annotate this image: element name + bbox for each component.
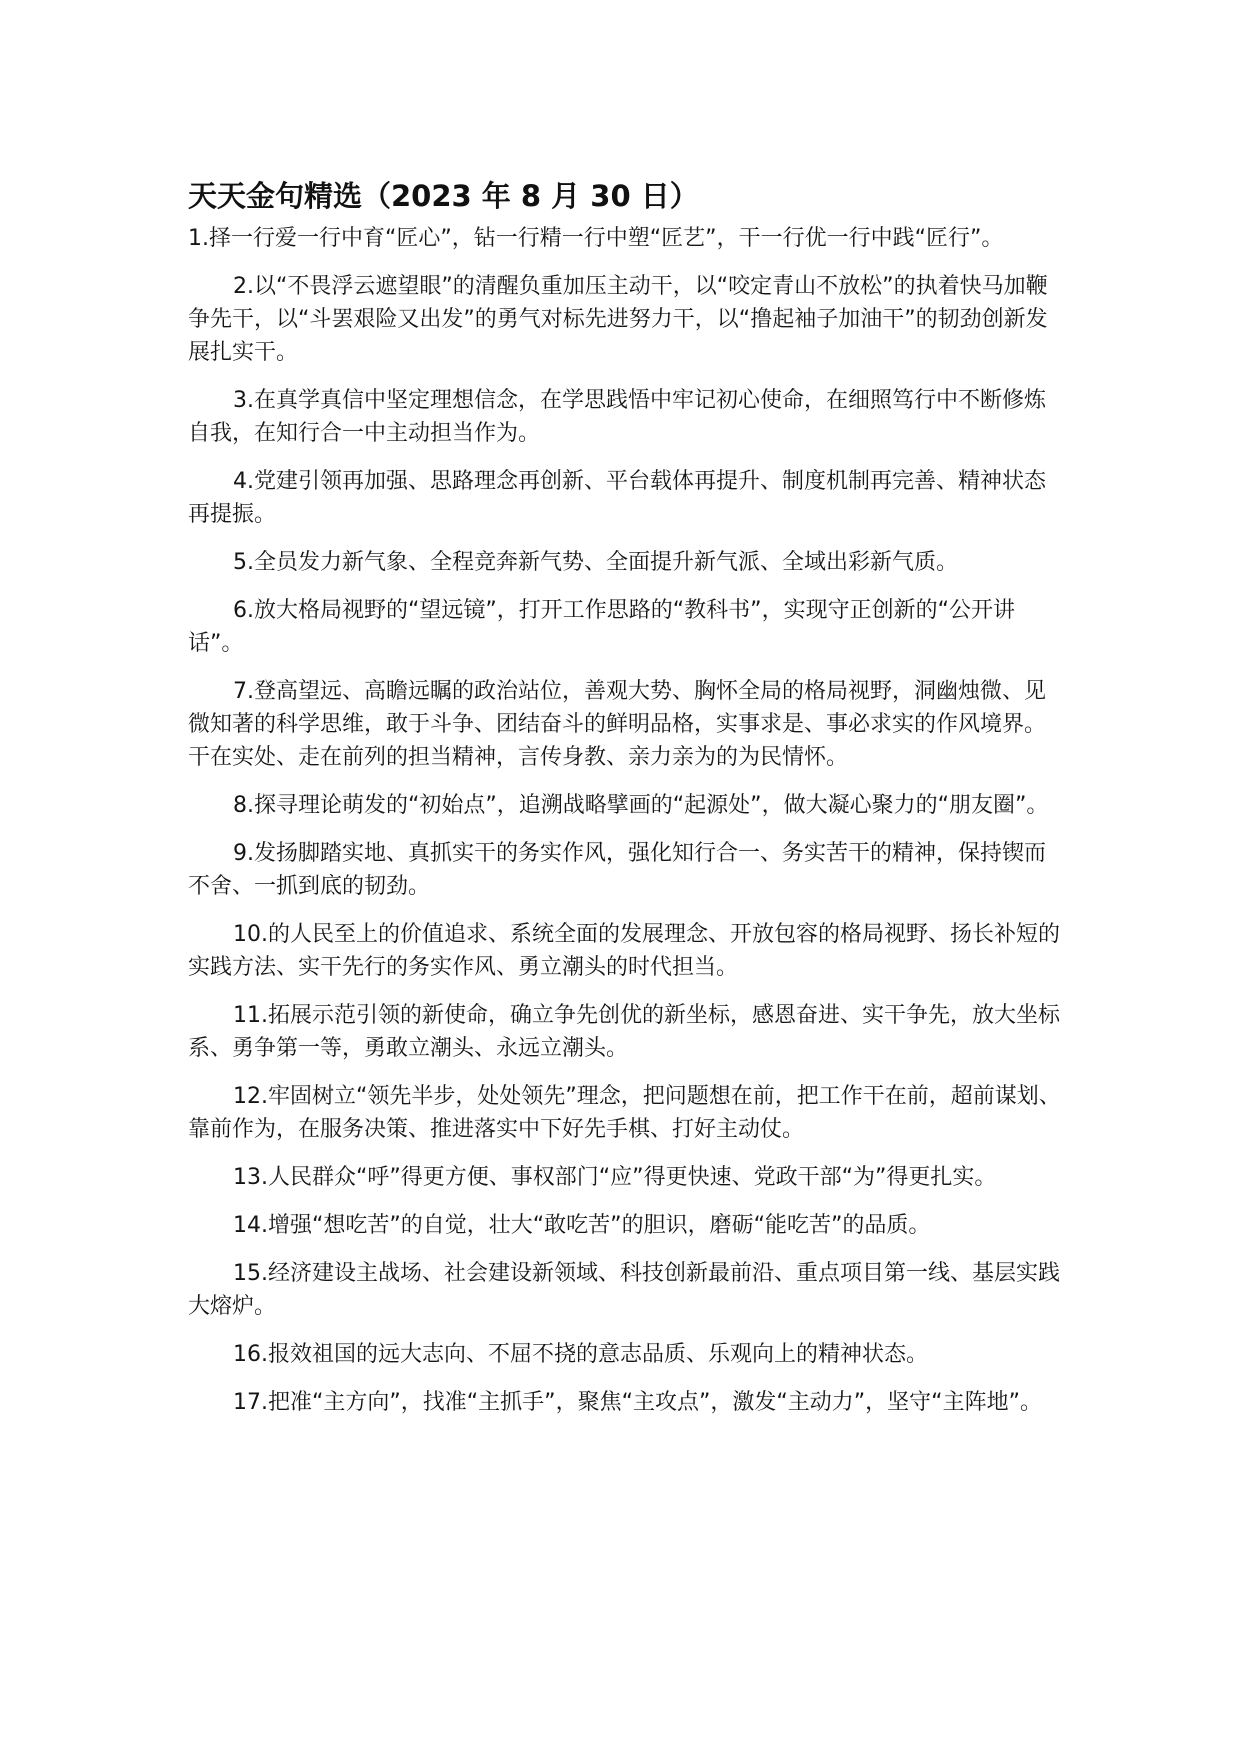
paragraph-5: 5.全员发力新气象、全程竞奔新气势、全面提升新气派、全域出彩新气质。	[233, 550, 958, 575]
paragraph-9: 9.发扬脚踏实地、真抓实干的务实作风，强化知行合一、务实苦干的精神，保持锲而不舍、一抓到底的韧劲。	[188, 841, 1046, 899]
paragraph-10: 10.的人民至上的价值追求、系统全面的发展理念、开放包容的格局视野、扬长补短的实践方法、实干先行的务实作风、勇立潮头的时代担当。	[188, 922, 1060, 980]
document-title: 天天金句精选（2023 年 8 月 30 日）	[188, 179, 699, 213]
paragraph-3: 3.在真学真信中坚定理想信念，在学思践悟中牢记初心使命，在细照笃行中不断修炼自我，在知行合一中主动担当作为。	[188, 388, 1046, 446]
paragraph-14: 14.增强“想吃苦”的自觉，壮大“敢吃苦”的胆识，磨砺“能吃苦”的品质。	[233, 1213, 931, 1238]
paragraph-11: 11.拓展示范引领的新使命，确立争先创优的新坐标，感恩奋进、实干争先，放大坐标系、勇争第一等，勇敢立潮头、永远立潮头。	[188, 1003, 1060, 1061]
paragraph-15: 15.经济建设主战场、社会建设新领域、科技创新最前沿、重点项目第一线、基层实践大熔炉。	[188, 1261, 1060, 1319]
paragraph-16: 16.报效祖国的远大志向、不屈不挠的意志品质、乐观向上的精神状态。	[233, 1342, 928, 1367]
paragraph-6: 6.放大格局视野的“望远镜”，打开工作思路的“教科书”，实现守正创新的“公开讲话”。	[188, 598, 1015, 656]
paragraph-4: 4.党建引领再加强、思路理念再创新、平台载体再提升、制度机制再完善、精神状态再提振。	[188, 469, 1046, 527]
document-content	[188, 176, 1064, 1434]
paragraph-7: 7.登高望远、高瞻远瞩的政治站位，善观大势、胸怀全局的格局视野，洞幽烛微、见微知著的科学思维，敢于斗争、团结奋斗的鲜明品格，实事求是、事必求实的作风境界。干在实处、走在前列的担当精神，言传身教、亲力亲为的为民情怀。	[188, 679, 1047, 770]
paragraph-8: 8.探寻理论萌发的“初始点”，追溯战略擘画的“起源处”，做大凝心聚力的“朋友圈”。	[233, 793, 1049, 818]
paragraph-2: 2.以“不畏浮云遮望眼”的清醒负重加压主动干，以“咬定青山不放松”的执着快马加鞭争先干，以“斗罢艰险又出发”的勇气对标先进努力干，以“撸起袖子加油干”的韧劲创新发展扎实干。	[188, 274, 1048, 365]
paragraph-1: 1.择一行爱一行中育“匠心”，钻一行精一行中塑“匠艺”，干一行优一行中践“匠行”。	[188, 226, 1004, 251]
paragraph-17: 17.把准“主方向”，找准“主抓手”，聚焦“主攻点”，激发“主动力”，坚守“主阵地”。	[233, 1390, 1042, 1415]
paragraph-13: 13.人民群众“呼”得更方便、事权部门“应”得更快速、党政干部“为”得更扎实。	[233, 1165, 997, 1190]
paragraph-12: 12.牢固树立“领先半步，处处领先”理念，把问题想在前，把工作干在前，超前谋划、靠前作为，在服务决策、推进落实中下好先手棋、打好主动仗。	[188, 1084, 1061, 1142]
